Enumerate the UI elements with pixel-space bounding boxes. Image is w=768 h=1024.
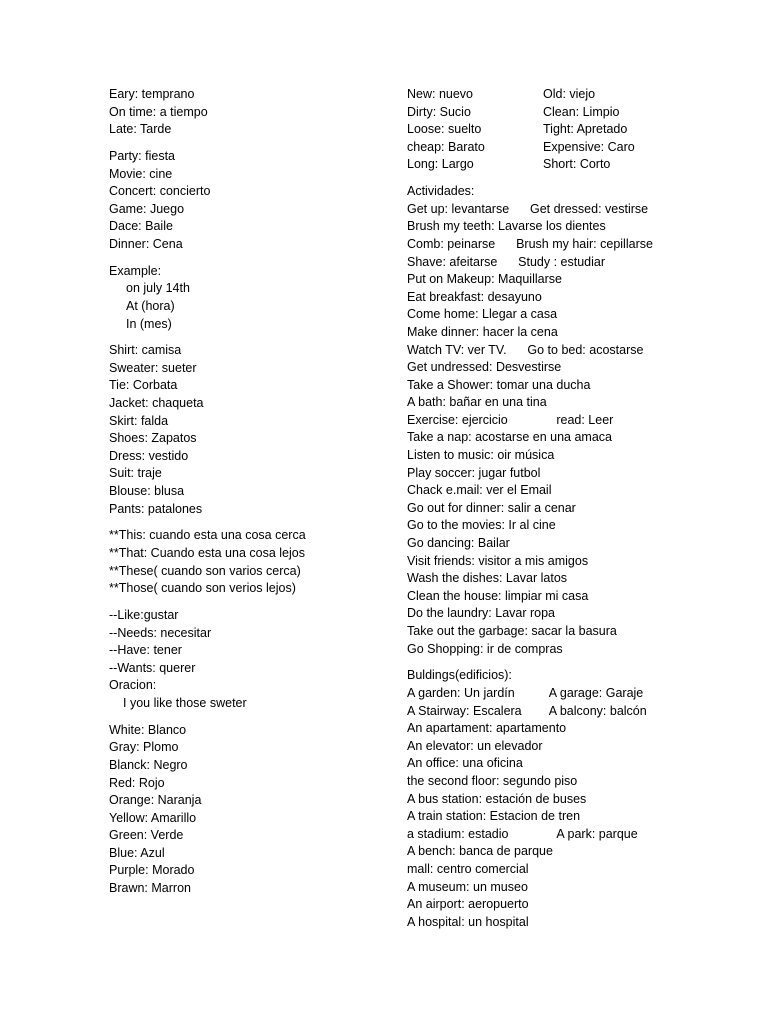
building-item: A Stairway: Escalera A balcony: balcón	[407, 703, 647, 718]
building-item: A train station: Estacion de tren	[407, 809, 581, 824]
activities-section	[407, 183, 737, 658]
opposite-left: Dirty: Sucio	[407, 104, 471, 119]
activity-item: Shave: afeitarse Study : estudiar	[407, 254, 606, 269]
activity-item: Come home: Llegar a casa	[407, 307, 558, 322]
verb-item: --Have: tener	[109, 643, 182, 658]
activity-item: A bath: bañar en una tina	[407, 395, 547, 410]
activity-item: Go Shopping: ir de compras	[407, 641, 563, 656]
clothes-item: Jacket: chaqueta	[109, 396, 204, 411]
building-item: mall: centro comercial	[407, 861, 529, 876]
verb-item: --Like:gustar	[109, 607, 179, 622]
verb-item: Oracion:	[109, 678, 157, 693]
activity-item: Do the laundry: Lavar ropa	[407, 606, 556, 621]
color-item: Orange: Naranja	[109, 793, 202, 808]
building-item: A bus station: estación de buses	[407, 791, 587, 806]
demonstrative-item: **These( cuando son varios cerca)	[109, 563, 301, 578]
activity-item: Get up: levantarse Get dressed: vestirse	[407, 201, 649, 216]
clothes-item: Blouse: blusa	[109, 484, 185, 499]
verb-item: --Needs: necesitar	[109, 625, 212, 640]
opposite-right: Clean: Limpio	[543, 104, 620, 119]
opposite-right: Short: Corto	[543, 157, 611, 172]
example-item: on july 14th	[126, 281, 190, 296]
activity-item: Get undressed: Desvestirse	[407, 360, 562, 375]
opposite-left: cheap: Barato	[407, 139, 485, 154]
color-item: Yellow: Amarillo	[109, 810, 197, 825]
clothes-item: Shoes: Zapatos	[109, 431, 197, 446]
activity-item: Brush my teeth: Lavarse los dientes	[407, 219, 606, 234]
events-list	[109, 148, 379, 254]
activity-item: Put on Makeup: Maquillarse	[407, 272, 562, 287]
clothes-item: Skirt: falda	[109, 413, 169, 428]
activity-item: Clean the house: limpiar mi casa	[407, 588, 589, 603]
opposites-list	[407, 86, 737, 174]
opposite-right: Tight: Apretado	[543, 122, 628, 137]
example-heading: Example:	[109, 263, 162, 278]
activity-item: Chack e.mail: ver el Email	[407, 483, 552, 498]
buildings-section	[407, 667, 737, 931]
opposite-right: Expensive: Caro	[543, 139, 635, 154]
clothes-item: Suit: traje	[109, 466, 162, 481]
clothes-item: Pants: patalones	[109, 501, 203, 516]
activity-item: Take a nap: acostarse en una amaca	[407, 430, 612, 445]
color-item: Blanck: Negro	[109, 757, 188, 772]
demonstrative-item: **This: cuando esta una cosa cerca	[109, 528, 306, 543]
activity-item: Eat breakfast: desayuno	[407, 289, 542, 304]
activity-item: Exercise: ejercicio read: Leer	[407, 412, 614, 427]
building-item: A garden: Un jardín A garage: Garaje	[407, 685, 644, 700]
opposite-pair	[407, 139, 737, 157]
activity-item: Make dinner: hacer la cena	[407, 324, 558, 339]
building-item: A hospital: un hospital	[407, 914, 529, 929]
example-sentence: I you like those sweter	[123, 695, 247, 710]
color-item: Blue: Azul	[109, 845, 165, 860]
activity-item: Wash the dishes: Lavar latos	[407, 571, 568, 586]
building-item: An apartament: apartamento	[407, 721, 567, 736]
demonstratives-list	[109, 527, 379, 597]
color-item: Purple: Morado	[109, 863, 195, 878]
colors-list	[109, 722, 379, 898]
building-item: A museum: un museo	[407, 879, 528, 894]
building-item: A bench: banca de parque	[407, 844, 553, 859]
opposite-left: Loose: suelto	[407, 122, 482, 137]
opposite-left: Long: Largo	[407, 157, 474, 172]
building-item: the second floor: segundo piso	[407, 773, 578, 788]
activity-item: Play soccer: jugar futbol	[407, 465, 541, 480]
opposite-pair	[407, 104, 737, 122]
activity-item: Listen to music: oir música	[407, 448, 555, 463]
event-item: Concert: concierto	[109, 184, 211, 199]
activity-item: Take a Shower: tomar una ducha	[407, 377, 591, 392]
building-item: a stadium: estadio A park: parque	[407, 826, 638, 841]
event-item: Party: fiesta	[109, 148, 175, 163]
clothes-item: Shirt: camisa	[109, 343, 182, 358]
building-item: An airport: aeropuerto	[407, 897, 529, 912]
color-item: White: Blanco	[109, 722, 187, 737]
clothes-item: Dress: vestido	[109, 448, 189, 463]
activity-item: Visit friends: visitor a mis amigos	[407, 553, 589, 568]
example-item: At (hora)	[126, 298, 175, 313]
activity-item: Watch TV: ver TV. Go to bed: acostarse	[407, 342, 644, 357]
demonstrative-item: **That: Cuando esta una cosa lejos	[109, 546, 305, 560]
activity-item: Take out the garbage: sacar la basura	[407, 624, 617, 638]
opposite-right: Old: viejo	[543, 87, 596, 101]
event-item: Game: Juego	[109, 201, 185, 216]
event-item: Dace: Baile	[109, 219, 173, 234]
color-item: Brawn: Marron	[109, 881, 191, 896]
opposite-pair	[407, 156, 737, 174]
opposite-left: New: nuevo	[407, 87, 474, 101]
example-section	[109, 263, 379, 333]
time-list	[109, 86, 379, 139]
opposite-pair	[407, 121, 737, 139]
right-column	[407, 86, 737, 931]
left-column	[109, 86, 379, 898]
activity-item: Go dancing: Bailar	[407, 536, 510, 551]
activities-heading: Actividades:	[407, 184, 475, 199]
demonstrative-item: **Those( cuando son verios lejos)	[109, 581, 296, 596]
verbs-list	[109, 607, 379, 713]
color-item: Red: Rojo	[109, 775, 165, 790]
buildings-heading: Buldings(edificios):	[407, 668, 512, 683]
verb-item: --Wants: querer	[109, 660, 196, 675]
color-item: Green: Verde	[109, 828, 184, 843]
color-item: Gray: Plomo	[109, 740, 179, 755]
time-item: Eary: temprano	[109, 87, 195, 101]
activity-item: Go out for dinner: salir a cenar	[407, 500, 576, 515]
clothes-list	[109, 342, 379, 518]
event-item: Movie: cine	[109, 166, 173, 181]
time-item: Late: Tarde	[109, 122, 172, 137]
building-item: An elevator: un elevador	[407, 738, 543, 753]
activity-item: Go to the movies: Ir al cine	[407, 518, 556, 533]
time-item: On time: a tiempo	[109, 104, 208, 119]
clothes-item: Tie: Corbata	[109, 378, 178, 393]
event-item: Dinner: Cena	[109, 236, 183, 251]
example-item: In (mes)	[126, 316, 172, 331]
clothes-item: Sweater: sueter	[109, 360, 197, 375]
activity-item: Comb: peinarse Brush my hair: cepillarse	[407, 236, 653, 251]
opposite-pair	[407, 86, 737, 104]
building-item: An office: una oficina	[407, 756, 523, 771]
